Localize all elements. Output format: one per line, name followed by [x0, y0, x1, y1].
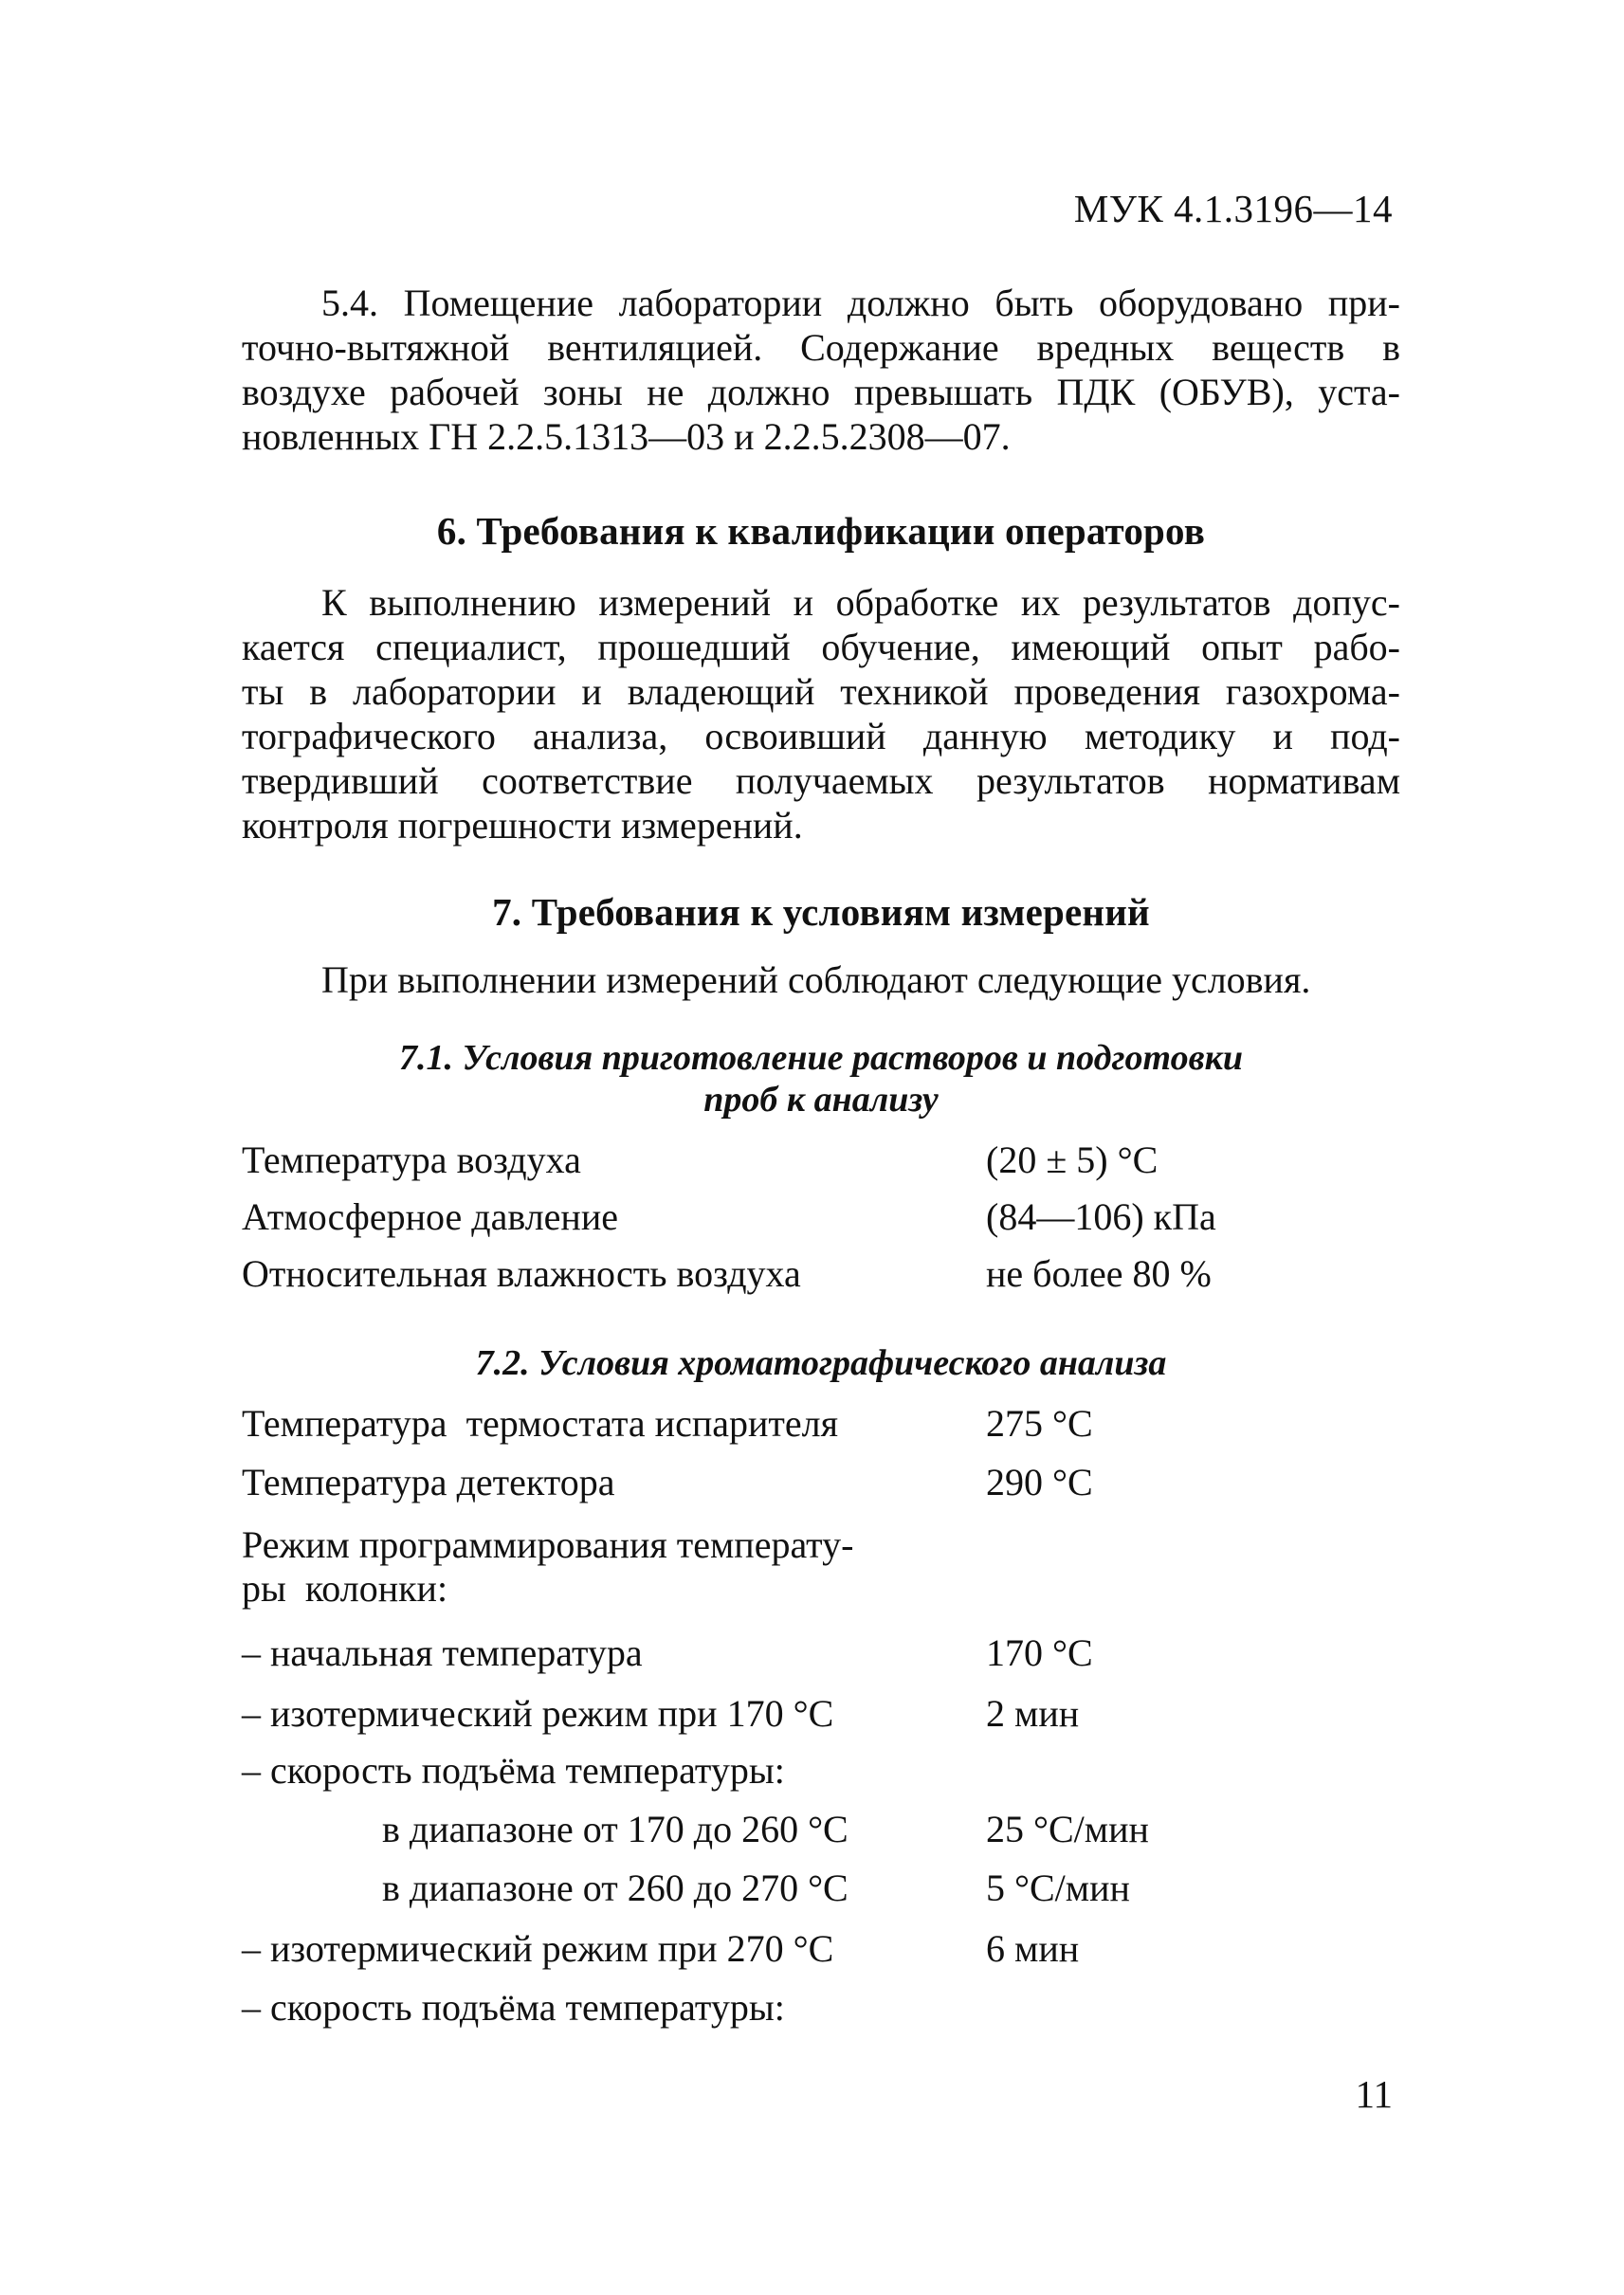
condition-row — [242, 1401, 1400, 1447]
condition-label: ры колонки: — [242, 1567, 448, 1610]
condition-value: 170 °С — [986, 1631, 1093, 1674]
paragraph-line: точно-вытяжной вентиляцией. Содержание вредных веществ в — [242, 326, 1400, 369]
condition-label: Атмосферное давление — [242, 1195, 618, 1238]
paragraph-line: новленных ГН 2.2.5.1313—03 и 2.2.5.2308—07. — [242, 415, 1011, 458]
condition-label: – скорость подъёма температуры: — [242, 1749, 785, 1792]
condition-row — [242, 1985, 1400, 2031]
page-number: 11 — [1355, 2072, 1393, 2116]
condition-row — [242, 1748, 1400, 1794]
condition-value: не более 80 % — [986, 1252, 1212, 1295]
condition-value: 290 °С — [986, 1461, 1093, 1503]
condition-value: (84—106) кПа — [986, 1195, 1216, 1238]
intro-line: При выполнении измерений соблюдают следующие условия. — [321, 958, 1311, 1001]
condition-row — [242, 1807, 1400, 1852]
condition-label: Относительная влажность воздуха — [242, 1252, 801, 1295]
paragraph-line: кается специалист, прошедший обучение, имеющий опыт рабо- — [242, 626, 1400, 668]
section-7-heading: 7. Требования к условиям измерений — [492, 890, 1150, 934]
condition-label: Температура воздуха — [242, 1138, 581, 1181]
condition-row — [242, 1194, 1400, 1240]
subsection-title-line: проб к анализу — [703, 1080, 939, 1120]
condition-value: 6 мин — [986, 1927, 1080, 1970]
condition-row — [242, 1630, 1400, 1676]
condition-label: в диапазоне от 170 до 260 °С — [382, 1808, 848, 1850]
paragraph-line: ты в лаборатории и владеющий техникой проведения газохрома- — [242, 670, 1400, 713]
condition-row — [242, 1926, 1400, 1972]
condition-label: в диапазоне от 260 до 270 °С — [382, 1867, 848, 1909]
condition-row — [242, 1691, 1400, 1737]
condition-label: – скорость подъёма температуры: — [242, 1986, 785, 2029]
condition-value: 25 °С/мин — [986, 1808, 1149, 1850]
condition-label: Температура термостата испарителя — [242, 1402, 838, 1445]
subsection-7-1-title — [242, 1037, 1400, 1120]
condition-row — [242, 1460, 1400, 1505]
condition-row — [242, 1138, 1400, 1183]
paragraph-line: контроля погрешности измерений. — [242, 804, 803, 847]
paragraph-line: 5.4. Помещение лаборатории должно быть оборудовано при- — [321, 282, 1400, 324]
condition-value: 2 мин — [986, 1692, 1080, 1735]
condition-label: Режим программирования температу- — [242, 1523, 854, 1566]
section-7-intro — [242, 957, 1400, 1002]
paragraph-line: К выполнению измерений и обработке их результатов допус- — [321, 581, 1400, 624]
condition-value: (20 ± 5) °С — [986, 1138, 1159, 1181]
condition-value: 5 °С/мин — [986, 1867, 1130, 1909]
condition-label: – начальная температура — [242, 1631, 643, 1674]
condition-row — [242, 1566, 1400, 1612]
condition-row — [242, 1251, 1400, 1297]
subsection-title-line: 7.1. Условия приготовление растворов и подготовки — [399, 1038, 1243, 1078]
condition-row — [242, 1866, 1400, 1911]
document-code: МУК 4.1.3196—14 — [1073, 187, 1393, 230]
section-6-heading: 6. Требования к квалификации операторов — [436, 509, 1206, 553]
subsection-7-2-title: 7.2. Условия хроматографического анализа — [475, 1343, 1167, 1383]
condition-label: – изотермический режим при 270 °С — [242, 1927, 834, 1970]
paragraph-5-4 — [242, 281, 1400, 459]
paragraph-line: воздухе рабочей зоны не должно превышать ПДК (ОБУВ), уста- — [242, 371, 1400, 413]
paragraph-line: твердивший соответствие получаемых результатов нормативам — [242, 759, 1400, 802]
condition-value: 275 °С — [986, 1402, 1093, 1445]
condition-label: – изотермический режим при 170 °С — [242, 1692, 834, 1735]
condition-label: Температура детектора — [242, 1461, 615, 1503]
paragraph-line: тографического анализа, освоивший данную методику и под- — [242, 715, 1400, 757]
paragraph-section-6 — [242, 580, 1400, 847]
condition-row — [242, 1522, 1400, 1568]
